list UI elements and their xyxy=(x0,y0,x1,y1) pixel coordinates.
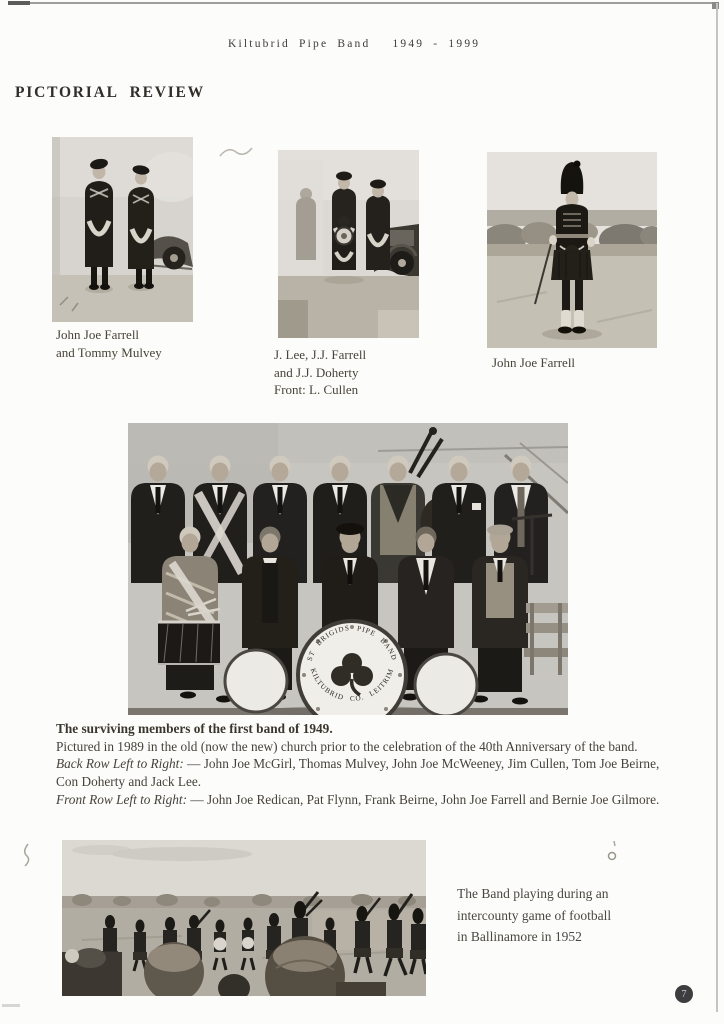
photo-surviving-members-image xyxy=(128,423,568,715)
photo-lee-farrell-doherty-cullen xyxy=(278,150,419,338)
photo-john-joe-farrell-caption xyxy=(492,354,575,372)
caption-front-row xyxy=(56,791,674,809)
photo-surviving-members-group xyxy=(128,423,568,715)
page-right-edge-line xyxy=(716,3,718,1012)
scan-artifact-squiggle-left xyxy=(18,842,36,868)
caption-line: Front: L. Cullen xyxy=(274,382,359,397)
bass-drum xyxy=(298,621,406,715)
caption-line: Pictured in 1989 in the old (now the new) church prior to the celebration of the 40th Anniversary of the band. xyxy=(56,738,638,754)
front-row-label: Front Row Left to Right: xyxy=(56,791,187,807)
group-photo-caption xyxy=(56,720,674,809)
photo-band-ballinamore-1952 xyxy=(62,840,426,996)
tenor-drum-right xyxy=(415,654,477,715)
page-title: PICTORIAL REVIEW xyxy=(15,84,205,101)
caption-line: The Band playing during an xyxy=(457,886,609,901)
scan-artifact-squiggle xyxy=(218,142,254,162)
page-top-edge-dark-cap xyxy=(8,1,30,5)
caption-line: in Ballinamore in 1952 xyxy=(457,929,582,944)
caption-line: and J.J. Doherty xyxy=(274,364,359,380)
page-top-edge-line xyxy=(8,2,719,4)
caption-title: The surviving members of the first band of 1949. xyxy=(56,721,333,736)
page-number: 7 xyxy=(681,988,687,1000)
photo-band-ballinamore-image xyxy=(62,840,426,996)
photo-john-joe-farrell-image xyxy=(487,152,657,348)
photo-john-joe-farrell xyxy=(487,152,657,348)
book-years: 1949 - 1999 xyxy=(392,38,481,50)
running-header xyxy=(228,38,480,50)
bottom-photo-caption xyxy=(457,883,689,948)
caption-line: John Joe Farrell xyxy=(56,327,140,342)
drum-text-bottom: KILTUBRID CO. LEITRIM xyxy=(308,667,396,703)
photo-lee-farrell-doherty-caption xyxy=(274,346,366,399)
photo-lee-farrell-doherty-cullen-image xyxy=(278,150,419,338)
photo-farrell-and-mulvey xyxy=(52,137,193,322)
caption-line: J. Lee, J.J. Farrell xyxy=(274,347,367,362)
caption-back-row xyxy=(56,755,674,773)
back-row-label: Back Row Left to Right: xyxy=(56,756,184,772)
tenor-drum-left xyxy=(225,650,287,712)
side-drum xyxy=(158,621,220,665)
scan-artifact-marks xyxy=(602,838,626,866)
drum-text-top: ST BRIGIDS PIPE BAND xyxy=(305,624,399,662)
photo-farrell-mulvey-caption xyxy=(56,326,162,361)
caption-back-row-cont: Con Doherty and Jack Lee. xyxy=(56,774,202,790)
caption-line: intercounty game of football xyxy=(457,907,612,923)
front-row-names: — John Joe Redican, Pat Flynn, Frank Beirne, John Joe Farrell and Bernie Joe Gilmore. xyxy=(190,791,660,807)
photo-farrell-and-mulvey-image xyxy=(52,137,193,322)
back-row-names: — John Joe McGirl, Thomas Mulvey, John Joe McWeeney, Jim Cullen, Tom Joe Beirne, xyxy=(187,756,660,772)
scan-artifact-bottom-left xyxy=(2,1004,20,1007)
book-title: Kiltubrid Pipe Band xyxy=(228,38,371,50)
caption-line: John Joe Farrell xyxy=(492,355,576,370)
caption-line: and Tommy Mulvey xyxy=(56,344,162,360)
page-number-badge xyxy=(675,985,693,1003)
